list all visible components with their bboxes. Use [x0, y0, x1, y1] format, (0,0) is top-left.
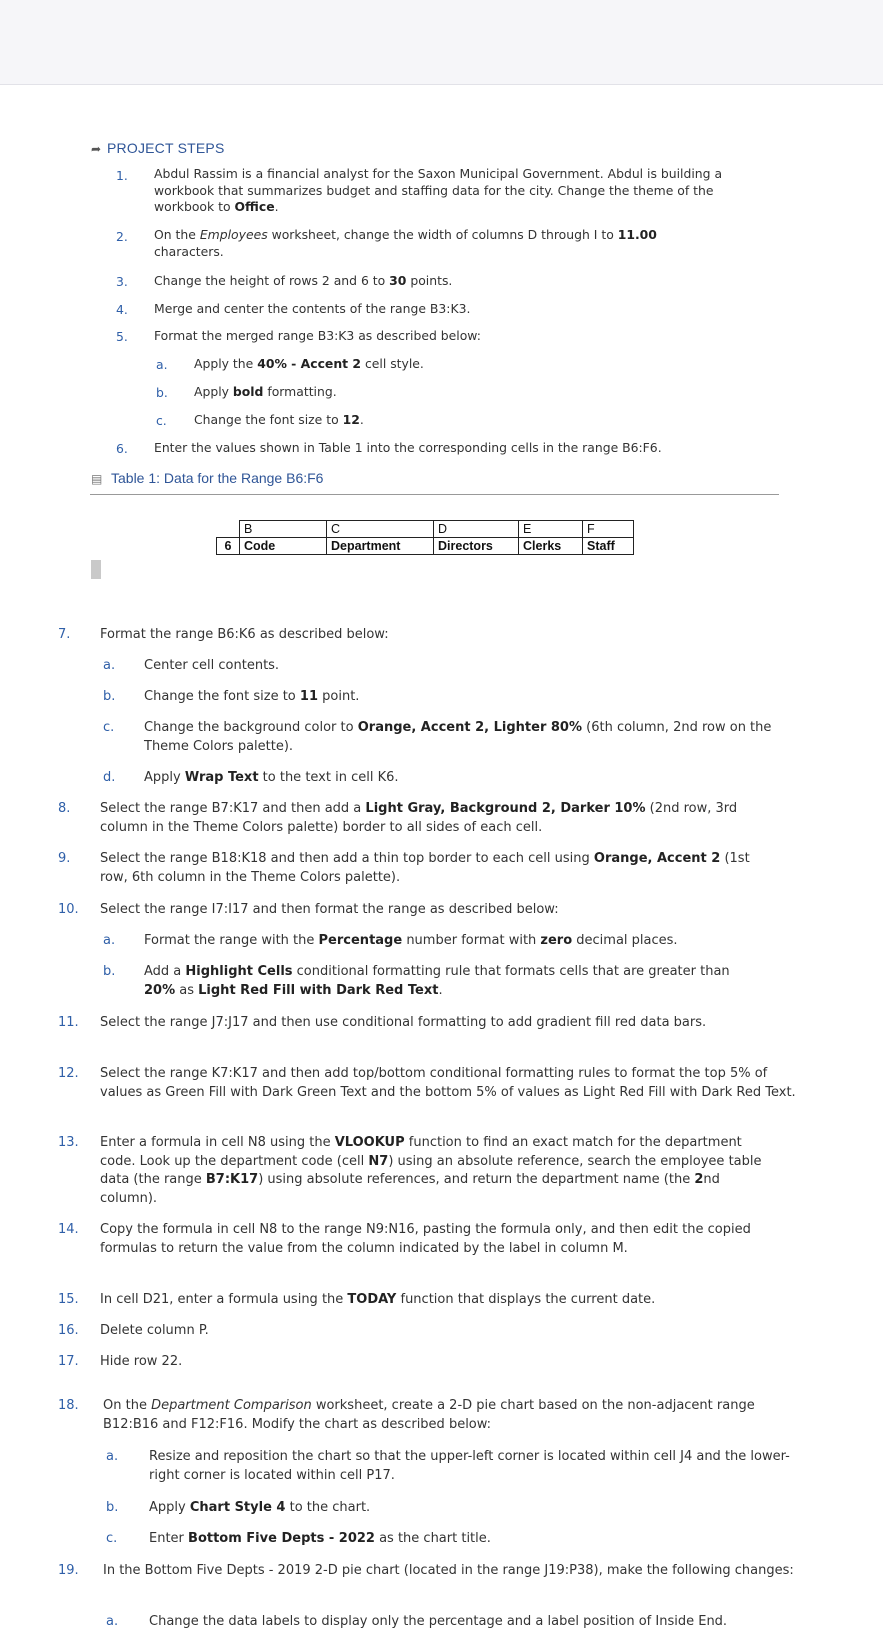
- step-text: In the Bottom Five Depts - 2019 2-D pie chart (located in the range J19:P38), make the following changes:: [103, 1563, 794, 1578]
- step-text: Hide row 22.: [100, 1354, 183, 1369]
- step-number: 12.: [58, 1066, 79, 1081]
- table-title: [91, 470, 323, 486]
- step-text: Enter the values shown in Table 1 into the corresponding cells in the range B6:F6.: [154, 440, 662, 455]
- step-number: 14.: [58, 1222, 79, 1237]
- divider: [90, 494, 779, 495]
- substep-letter: a.: [103, 933, 116, 948]
- step-text: Change the font size to 11 point.: [144, 689, 360, 704]
- step-text: Change the background color to Orange, Accent 2, Lighter 80% (6th column, 2nd row on the Theme Colors palette).: [144, 720, 772, 754]
- step-text: Select the range J7:J17 and then use conditional formatting to add gradient fill red data bars.: [100, 1015, 707, 1030]
- step-number: 5.: [116, 329, 128, 344]
- steps-icon: ➦: [91, 142, 102, 156]
- step-text: Enter Bottom Five Depts - 2022 as the chart title.: [149, 1531, 491, 1546]
- step-text: Select the range B7:K17 and then add a Light Gray, Background 2, Darker 10% (2nd row, 3rd column in the Theme Colors palette) border to all sides of each cell.: [100, 801, 738, 835]
- substep-letter: d.: [103, 770, 116, 785]
- substep-letter: b.: [156, 385, 168, 400]
- step-number: 11.: [58, 1015, 79, 1030]
- step-text: Change the height of rows 2 and 6 to 30 points.: [154, 273, 453, 288]
- corner-cell: [217, 521, 240, 538]
- substep-letter: a.: [106, 1614, 119, 1629]
- step-number: 17.: [58, 1354, 79, 1369]
- top-bar: [0, 0, 883, 85]
- step-text: Delete column P.: [100, 1323, 209, 1338]
- step-text: Select the range K7:K17 and then add top/bottom conditional formatting rules to format the top 5% of values as Green Fill with Dark Green Text and the bottom 5% of values as Light Red Fill with Dark Red Text.: [100, 1066, 796, 1100]
- step-text: Apply Chart Style 4 to the chart.: [149, 1500, 371, 1515]
- step-number: 10.: [58, 902, 79, 917]
- step-number: 13.: [58, 1135, 79, 1150]
- table-cell: Directors: [434, 538, 519, 555]
- step-text: Change the data labels to display only the percentage and a label position of Inside End.: [149, 1614, 728, 1629]
- step-number: 4.: [116, 302, 128, 317]
- table-icon: ▤: [91, 472, 103, 486]
- cursor-marker: [91, 560, 101, 579]
- step-text: Center cell contents.: [144, 658, 280, 673]
- step-text: On the Department Comparison worksheet, create a 2-D pie chart based on the non-adjacent range B12:B16 and F12:F16. Modify the chart as described below:: [103, 1398, 755, 1432]
- step-number: 15.: [58, 1292, 79, 1307]
- step-text: Copy the formula in cell N8 to the range N9:N16, pasting the formula only, and then edit the copied formulas to return the value from the column indicated by the label in column M.: [100, 1222, 751, 1256]
- step-number: 9.: [58, 851, 71, 866]
- step-text: Resize and reposition the chart so that the upper-left corner is located within cell J4 and the lower-right corner is located within cell P17.: [149, 1449, 790, 1483]
- step-number: 18.: [58, 1398, 79, 1413]
- substep-letter: a.: [103, 658, 116, 673]
- step-number: 1.: [116, 168, 128, 183]
- column-header: E: [519, 521, 583, 538]
- project-steps-heading: [91, 140, 224, 156]
- step-text: Select the range I7:I17 and then format the range as described below:: [100, 902, 559, 917]
- substep-letter: c.: [156, 413, 167, 428]
- step-number: 19.: [58, 1563, 79, 1578]
- column-header: D: [434, 521, 519, 538]
- step-text: On the Employees worksheet, change the width of columns D through I to 11.00 characters.: [154, 227, 657, 259]
- step-text: In cell D21, enter a formula using the TODAY function that displays the current date.: [100, 1292, 656, 1307]
- step-text: Merge and center the contents of the range B3:K3.: [154, 301, 471, 316]
- project-steps-title: PROJECT STEPS: [107, 140, 225, 156]
- step-number: 8.: [58, 801, 71, 816]
- column-header: F: [583, 521, 634, 538]
- substep-letter: b.: [106, 1500, 119, 1515]
- step-text: Apply bold formatting.: [194, 384, 337, 399]
- step-text: Select the range B18:K18 and then add a thin top border to each cell using Orange, Accent 2 (1st row, 6th column in the Theme Colors palette).: [100, 851, 750, 885]
- row-number: 6: [217, 538, 240, 555]
- column-header: C: [327, 521, 434, 538]
- step-number: 6.: [116, 441, 128, 456]
- column-header: B: [240, 521, 327, 538]
- table-cell: Department: [327, 538, 434, 555]
- substep-letter: c.: [106, 1531, 118, 1546]
- step-number: 2.: [116, 229, 128, 244]
- step-number: 16.: [58, 1323, 79, 1338]
- step-text: Enter a formula in cell N8 using the VLOOKUP function to find an exact match for the department code. Look up the department code (cell N7) using an absolute reference, search the employee table data (the range B7:K17) using absolute references, and return the department name (the 2nd column).: [100, 1135, 762, 1206]
- step-text: Abdul Rassim is a financial analyst for the Saxon Municipal Government. Abdul is building a workbook that summarizes budget and staffing data for the city. Change the theme of the workbook to Office.: [154, 166, 723, 214]
- step-text: Format the merged range B3:K3 as described below:: [154, 328, 481, 343]
- data-table: [216, 520, 634, 555]
- step-text: Apply Wrap Text to the text in cell K6.: [144, 770, 399, 785]
- step-text: Format the range with the Percentage number format with zero decimal places.: [144, 933, 678, 948]
- table-row: [217, 538, 634, 555]
- table-title-text: Table 1: Data for the Range B6:F6: [111, 470, 324, 486]
- table-cell: Staff: [583, 538, 634, 555]
- step-text: Format the range B6:K6 as described below:: [100, 627, 389, 642]
- step-text: Apply the 40% - Accent 2 cell style.: [194, 356, 424, 371]
- table-header-row: [217, 521, 634, 538]
- step-number: 7.: [58, 627, 71, 642]
- table-cell: Clerks: [519, 538, 583, 555]
- step-text: Change the font size to 12.: [194, 412, 364, 427]
- substep-letter: b.: [103, 689, 116, 704]
- substep-letter: a.: [156, 357, 168, 372]
- substep-letter: b.: [103, 964, 116, 979]
- table-cell: Code: [240, 538, 327, 555]
- substep-letter: a.: [106, 1449, 119, 1464]
- step-text: Add a Highlight Cells conditional formatting rule that formats cells that are greater than 20% as Light Red Fill with Dark Red Text.: [144, 964, 730, 998]
- step-number: 3.: [116, 274, 128, 289]
- substep-letter: c.: [103, 720, 115, 735]
